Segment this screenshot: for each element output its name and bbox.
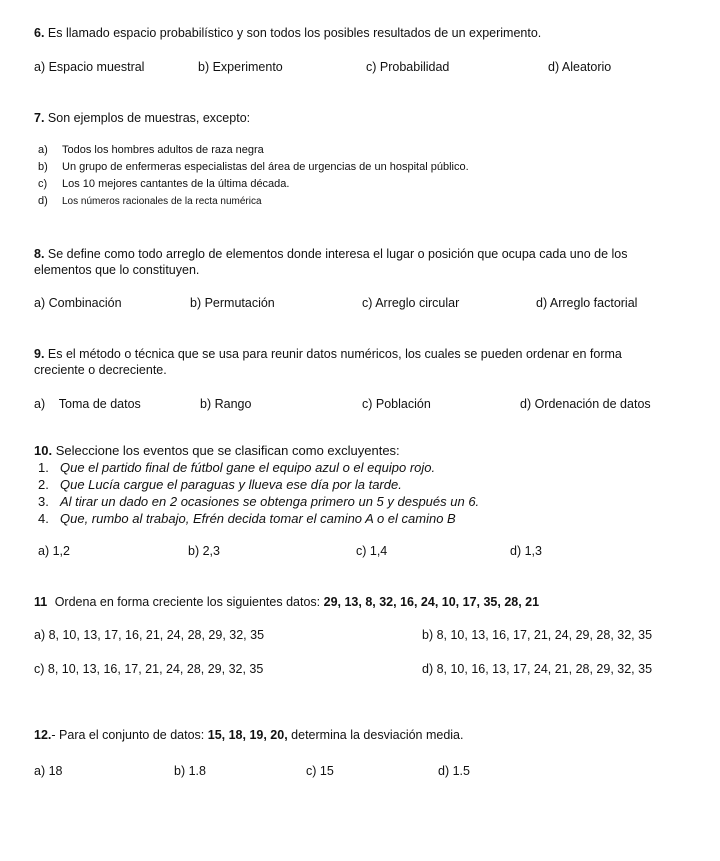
item-text: Que, rumbo al trabajo, Efrén decida tomar el camino A o el camino B bbox=[60, 511, 456, 526]
item-text: Los números racionales de la recta numérica bbox=[62, 196, 262, 207]
option-d[interactable]: d) 1.5 bbox=[438, 764, 470, 778]
question-text: Es llamado espacio probabilístico y son todos los posibles resultados de un experimento. bbox=[47, 26, 542, 40]
item-letter: a) bbox=[38, 144, 48, 156]
item-text: Todos los hombres adultos de raza negra bbox=[62, 144, 264, 156]
question-data: 29, 13, 8, 32, 16, 24, 10, 17, 35, 28, 21 bbox=[323, 595, 540, 609]
option-a[interactable]: a) 18 bbox=[34, 764, 63, 778]
option-c[interactable]: c) 1,4 bbox=[356, 544, 388, 558]
question-number: 6. bbox=[34, 26, 45, 40]
question-text: Son ejemplos de muestras, excepto: bbox=[47, 111, 251, 125]
item-letter: d) bbox=[38, 195, 48, 207]
option-c[interactable]: c) Arreglo circular bbox=[362, 296, 460, 310]
option-b[interactable]: b) 1.8 bbox=[174, 764, 206, 778]
question-12 bbox=[34, 728, 464, 742]
list-item[interactable] bbox=[38, 144, 264, 156]
question-number: 9. bbox=[34, 347, 45, 361]
question-text-end: determina la desviación media. bbox=[291, 728, 464, 742]
item-number: 2. bbox=[38, 477, 49, 492]
question-text: Se define como todo arreglo de elementos donde interesa el lugar o posición que ocupa cada uno de los elementos que lo constituyen. bbox=[34, 247, 628, 277]
option-c[interactable]: c) Probabilidad bbox=[366, 60, 450, 74]
option-d[interactable]: d) 8, 10, 16, 13, 17, 24, 21, 28, 29, 32, 35 bbox=[422, 662, 653, 676]
item-number: 1. bbox=[38, 460, 49, 475]
option-a[interactable]: a) 1,2 bbox=[38, 544, 70, 558]
option-b[interactable]: b) Permutación bbox=[190, 296, 275, 310]
question-number: 10. bbox=[34, 443, 53, 458]
option-b[interactable]: b) Rango bbox=[200, 397, 252, 411]
question-text: Es el método o técnica que se usa para reunir datos numéricos, los cuales se pueden ordenar en forma creciente o decreciente. bbox=[34, 347, 622, 377]
item-text: Que el partido final de fútbol gane el equipo azul o el equipo rojo. bbox=[60, 460, 436, 475]
question-number: 12. bbox=[34, 728, 52, 742]
option-a[interactable]: a) Toma de datos bbox=[34, 397, 141, 411]
option-a[interactable]: a) 8, 10, 13, 17, 16, 21, 24, 28, 29, 32, 35 bbox=[34, 628, 265, 642]
item-number: 3. bbox=[38, 494, 49, 509]
option-b[interactable]: b) 2,3 bbox=[188, 544, 220, 558]
question-7 bbox=[34, 111, 250, 125]
list-item[interactable] bbox=[38, 178, 289, 190]
question-number: 7. bbox=[34, 111, 45, 125]
question-number: 8. bbox=[34, 247, 45, 261]
item-text: Los 10 mejores cantantes de la última década. bbox=[62, 178, 290, 190]
question-text: Ordena en forma creciente los siguientes datos: bbox=[54, 595, 321, 609]
question-11 bbox=[34, 595, 539, 609]
item-text: Un grupo de enfermeras especialistas del área de urgencias de un hospital público. bbox=[62, 161, 469, 173]
option-d[interactable]: d) Ordenación de datos bbox=[520, 397, 651, 411]
option-c[interactable]: c) 8, 10, 13, 16, 17, 21, 24, 28, 29, 32, 35 bbox=[34, 662, 264, 676]
item-letter: c) bbox=[38, 178, 48, 190]
question-text: Seleccione los eventos que se clasifican como excluyentes: bbox=[55, 443, 400, 458]
list-item[interactable] bbox=[38, 511, 456, 526]
list-item[interactable] bbox=[38, 460, 435, 475]
option-a[interactable]: a) Espacio muestral bbox=[34, 60, 145, 74]
question-6 bbox=[34, 26, 541, 40]
option-b[interactable]: b) 8, 10, 13, 16, 17, 21, 24, 29, 28, 32, 35 bbox=[422, 628, 653, 642]
question-9 bbox=[34, 346, 674, 378]
question-8 bbox=[34, 246, 674, 278]
question-data: 15, 18, 19, 20, bbox=[207, 728, 288, 742]
option-c[interactable]: c) 15 bbox=[306, 764, 334, 778]
question-10 bbox=[34, 443, 400, 458]
question-text: - Para el conjunto de datos: bbox=[51, 728, 205, 742]
option-b[interactable]: b) Experimento bbox=[198, 60, 283, 74]
list-item[interactable] bbox=[38, 161, 469, 173]
item-letter: b) bbox=[38, 161, 48, 173]
item-text: Al tirar un dado en 2 ocasiones se obtenga primero un 5 y después un 6. bbox=[60, 494, 480, 509]
item-text: Que Lucía cargue el paraguas y llueva ese día por la tarde. bbox=[60, 477, 402, 492]
option-d[interactable]: d) Aleatorio bbox=[548, 60, 612, 74]
item-number: 4. bbox=[38, 511, 49, 526]
option-a[interactable]: a) Combinación bbox=[34, 296, 122, 310]
question-number: 11 bbox=[34, 595, 48, 609]
option-d[interactable]: d) 1,3 bbox=[510, 544, 542, 558]
list-item[interactable] bbox=[38, 494, 479, 509]
list-item[interactable] bbox=[38, 477, 402, 492]
option-d[interactable]: d) Arreglo factorial bbox=[536, 296, 638, 310]
list-item[interactable] bbox=[38, 195, 262, 207]
option-c[interactable]: c) Población bbox=[362, 397, 431, 411]
